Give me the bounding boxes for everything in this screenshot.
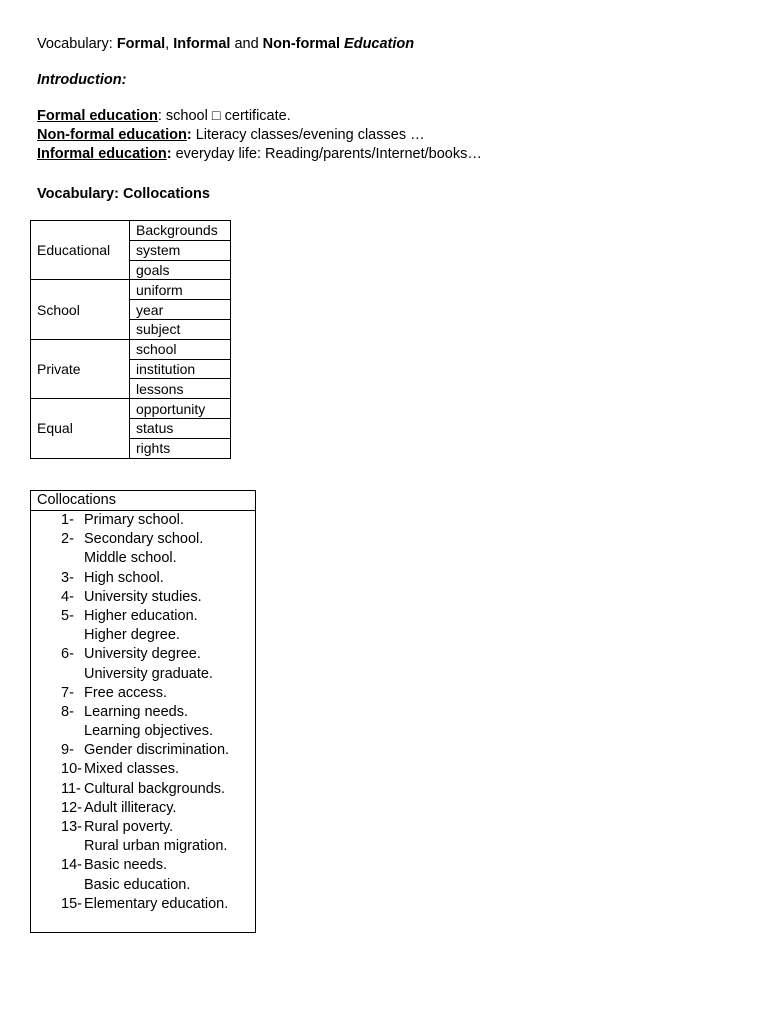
list-item-number: 11- <box>61 780 81 797</box>
list-item <box>31 837 255 856</box>
table-row <box>31 339 231 359</box>
list-item <box>31 818 255 837</box>
list-item-text: Learning objectives. <box>84 723 213 740</box>
list-item-number: 1- <box>61 512 74 528</box>
table-word-cell: rights <box>130 438 231 458</box>
list-item <box>31 607 255 626</box>
table-word-cell: institution <box>130 359 231 379</box>
definition-term: Formal education <box>37 108 158 124</box>
list-item <box>31 645 255 664</box>
collocations-list <box>31 511 255 914</box>
table-word-cell: Backgrounds <box>130 221 231 241</box>
list-item <box>31 760 255 779</box>
title-informal: Informal <box>173 36 231 52</box>
list-item <box>31 684 255 703</box>
list-item-text: Primary school. <box>84 512 184 528</box>
table-row <box>31 280 231 300</box>
list-item-text: Cultural backgrounds. <box>84 780 226 797</box>
list-item <box>31 530 255 549</box>
list-item-number: 14- <box>61 857 82 874</box>
list-item <box>31 741 255 760</box>
list-item-number: 15- <box>61 895 82 912</box>
list-item <box>31 511 255 530</box>
table-word-cell: status <box>130 418 231 438</box>
table-word-cell: goals <box>130 260 231 280</box>
list-item-text: Adult illiteracy. <box>84 799 177 816</box>
definition-separator: : <box>166 146 172 162</box>
list-item-text: Mixed classes. <box>84 761 180 778</box>
list-item-text: Basic education. <box>84 876 191 893</box>
list-item-text: Free access. <box>84 684 167 701</box>
list-item-number: 3- <box>61 569 74 586</box>
list-item <box>31 703 255 722</box>
table-word-cell: opportunity <box>130 399 231 419</box>
list-item <box>31 780 255 799</box>
table-head-cell: Equal <box>31 399 130 458</box>
page-title <box>37 35 414 54</box>
list-item-number: 2- <box>61 531 74 548</box>
definition-formal <box>37 107 291 126</box>
collocations-list-box <box>30 490 256 933</box>
table-head-cell: Educational <box>31 221 130 280</box>
list-item-number: 8- <box>61 703 74 720</box>
table-word-cell: uniform <box>130 280 231 300</box>
list-item <box>31 588 255 607</box>
list-item <box>31 665 255 684</box>
list-item-text: Learning needs. <box>84 703 188 720</box>
title-prefix: Vocabulary: <box>37 36 117 52</box>
list-item-number: 5- <box>61 607 74 624</box>
list-item-text: University studies. <box>84 588 202 605</box>
list-item <box>31 856 255 875</box>
list-item <box>31 569 255 588</box>
list-item-text: Basic needs. <box>84 857 168 874</box>
table-word-cell: system <box>130 240 231 260</box>
definition-separator: : <box>186 127 192 143</box>
list-item-text: Rural urban migration. <box>84 838 228 855</box>
definition-term: Non-formal education <box>37 127 187 143</box>
list-item-text: Rural poverty. <box>84 819 174 835</box>
list-item-text: Middle school. <box>84 550 177 567</box>
list-item <box>31 876 255 895</box>
list-item-number: 12- <box>61 799 82 816</box>
definition-text: Literacy classes/evening classes … <box>191 127 425 143</box>
definition-nonformal <box>37 126 425 145</box>
table-row <box>31 221 231 241</box>
table-word-cell: year <box>130 300 231 320</box>
collocations-heading: Vocabulary: Collocations <box>37 186 210 202</box>
introduction-heading: Introduction: <box>37 72 127 88</box>
list-item-text: Gender discrimination. <box>84 742 230 759</box>
list-item-text: University degree. <box>84 646 201 663</box>
list-item <box>31 549 255 568</box>
list-item <box>31 722 255 741</box>
title-formal: Formal <box>116 36 166 52</box>
collocations-list-title: Collocations <box>31 491 255 511</box>
list-item-text: Secondary school. <box>84 531 204 548</box>
table-word-cell: lessons <box>130 379 231 399</box>
list-item-text: Higher degree. <box>84 627 180 644</box>
list-item-number: 7- <box>61 684 74 701</box>
title-education: Education <box>344 36 415 52</box>
list-item-number: 6- <box>61 646 74 663</box>
list-item-text: University graduate. <box>84 665 213 682</box>
list-item <box>31 799 255 818</box>
table-head-cell: Private <box>31 339 130 398</box>
list-item-number: 9- <box>61 742 74 759</box>
list-item <box>31 626 255 645</box>
list-item-text: High school. <box>84 569 164 586</box>
definition-text: everyday life: Reading/parents/Internet/books… <box>171 146 482 162</box>
title-comma: , <box>165 36 174 52</box>
list-item-number: 10- <box>61 761 82 778</box>
title-and: and <box>230 36 263 52</box>
list-item-number: 4- <box>61 588 74 605</box>
table-row <box>31 399 231 419</box>
collocations-table <box>30 220 231 459</box>
list-item-text: Elementary education. <box>84 895 229 912</box>
title-nonformal: Non-formal <box>262 36 341 52</box>
list-item <box>31 895 255 914</box>
table-word-cell: school <box>130 339 231 359</box>
list-item-text: Higher education. <box>84 607 198 624</box>
table-head-cell: School <box>31 280 130 339</box>
definition-separator: : <box>157 108 162 124</box>
table-word-cell: subject <box>130 319 231 339</box>
definition-text: school □ certificate. <box>161 108 291 124</box>
list-item-number: 13- <box>61 819 82 835</box>
definition-informal <box>37 145 482 164</box>
definition-term: Informal education <box>37 146 167 162</box>
